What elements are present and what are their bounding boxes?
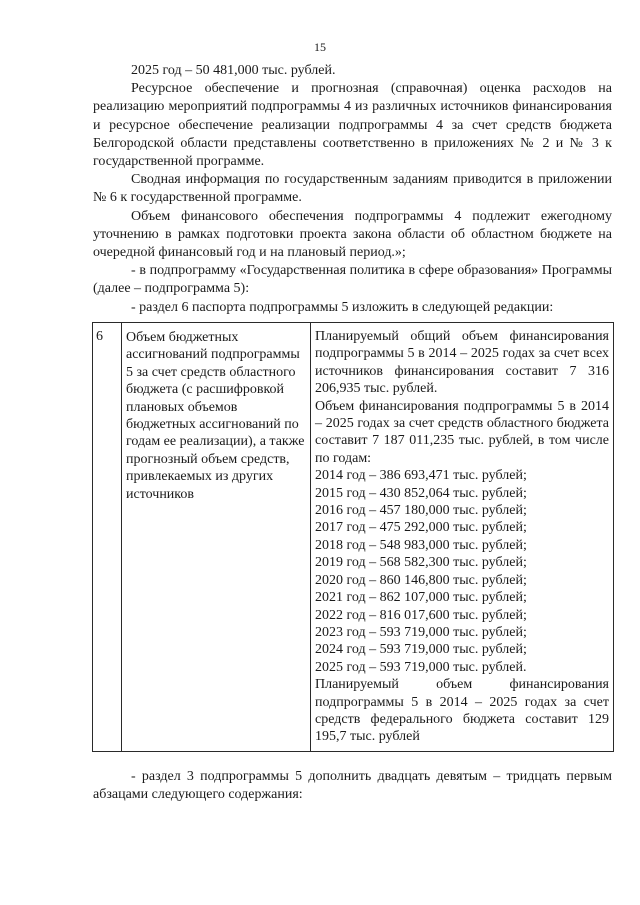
- list-item: 2017 год – 475 292,000 тыс. рублей;: [315, 520, 527, 536]
- paragraph-section-6: - раздел 6 паспорта подпрограммы 5 изложить в следующей редакции:: [131, 299, 554, 315]
- document-body: [93, 62, 612, 317]
- paragraph-section-3: - раздел 3 подпрограммы 5 дополнить двадцать девятым – тридцать первым абзацами следующего содержания:: [93, 769, 612, 803]
- total-financing-text: Планируемый общий объем финансирования подпрограммы 5 в 2014 – 2025 годах за счет всех источников финансирования составит 7 316 206,935 тыс. рублей.: [315, 329, 609, 397]
- document-body-continued: [93, 768, 612, 804]
- list-item: 2014 год – 386 693,471 тыс. рублей;: [315, 468, 527, 484]
- list-item: 2022 год – 816 017,600 тыс. рублей;: [315, 607, 527, 623]
- list-item: 2020 год – 860 146,800 тыс. рублей;: [315, 572, 527, 588]
- list-item: 2015 год – 430 852,064 тыс. рублей;: [315, 485, 527, 501]
- list-item: 2021 год – 862 107,000 тыс. рублей;: [315, 590, 527, 606]
- paragraph-summary-info: Сводная информация по государственным заданиям приводится в приложении № 6 к государственной программе.: [93, 172, 612, 206]
- row-description-cell: [311, 323, 614, 752]
- row-number-cell: 6: [93, 323, 122, 752]
- page-number: 15: [314, 40, 326, 54]
- list-item: 2023 год – 593 719,000 тыс. рублей;: [315, 624, 527, 640]
- list-item: 2016 год – 457 180,000 тыс. рублей;: [315, 503, 527, 519]
- paragraph-2025-total: 2025 год – 50 481,000 тыс. рублей.: [131, 63, 336, 78]
- paragraph-resource-provision: Ресурсное обеспечение и прогнозная (справочная) оценка расходов на реализацию мероприятий подпрограммы 4 из различных источников финансирования и ресурсное обеспечение реализации подпрограммы 4 за счет средств бюджета Белгородской области представлены соответственно в приложениях № 2 и № 3 к государственной программе.: [93, 81, 612, 170]
- paragraph-subprogram-5: - в подпрограмму «Государственная политика в сфере образования» Программы (далее – подпрограмма 5):: [93, 263, 612, 297]
- years-list: [315, 467, 609, 676]
- list-item: 2025 год – 593 719,000 тыс. рублей.: [315, 659, 527, 675]
- regional-financing-text: Объем финансирования подпрограммы 5 в 2014 – 2025 годах за счет средств областного бюджета составит 7 187 011,235 тыс. рублей, в том числе по годам:: [315, 398, 609, 466]
- list-item: 2019 год – 568 582,300 тыс. рублей;: [315, 555, 527, 571]
- table-row: [93, 323, 614, 752]
- passport-table: [92, 322, 614, 752]
- list-item: 2018 год – 548 983,000 тыс. рублей;: [315, 537, 527, 553]
- row-name-cell: Объем бюджетных ассигнований подпрограммы 5 за счет средств областного бюджета (с расшифровкой плановых объемов бюджетных ассигнований по годам ее реализации), а также прогнозный объем средств, привлекаемых из других источников: [122, 323, 311, 752]
- paragraph-annual-adjustment: Объем финансового обеспечения подпрограммы 4 подлежит ежегодному уточнению в рамках подготовки проекта закона области об областном бюджете на очередной финансовый год и на плановый период.»;: [93, 208, 612, 261]
- federal-financing-text: Планируемый объем финансирования подпрограммы 5 в 2014 – 2025 годах за счет средств федерального бюджета составит 129 195,7 тыс. рублей: [315, 677, 609, 745]
- list-item: 2024 год – 593 719,000 тыс. рублей;: [315, 642, 527, 658]
